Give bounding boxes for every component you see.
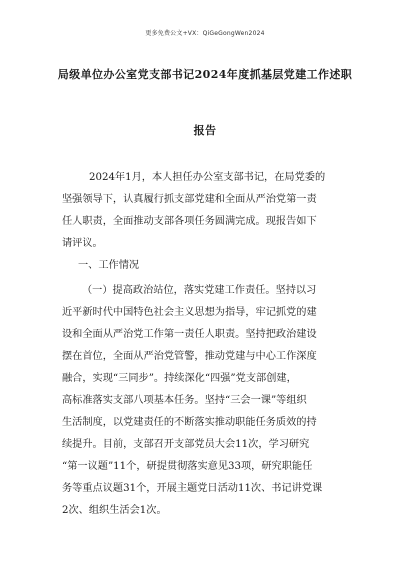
document-title-line-2: 报告	[193, 124, 217, 137]
body-line-4: 请评议。	[62, 238, 103, 249]
body-line-15: 务等重点议题31个，开展主题党日活动11次、书记讲党课	[62, 483, 323, 494]
body-line-1: 2024年1月，本人担任办公室支部书记，在局党委的	[89, 172, 326, 183]
body-line-2: 坚强领导下，认真履行抓支部党建和全面从严治党第一责	[62, 194, 317, 205]
body-line-13: 续提升。目前，支部召开支部党员大会11次，学习研究	[62, 439, 310, 450]
body-line-9: 摆在首位，全面从严治党管警，推动党建与中心工作深度	[62, 351, 317, 362]
section-heading: 一、工作情况	[78, 260, 140, 271]
body-line-6: （一）提高政治站位，落实党建工作责任。坚持以习	[82, 285, 317, 296]
body-line-14: “第一议题”11个，研提贯彻落实意见33项，研究职能任	[62, 461, 313, 472]
body-line-3: 任人职责，全面推动支部各项任务圆满完成。现报告如下	[62, 216, 317, 227]
body-line-8: 设和全面从严治党工作第一责任人职责。坚持把政治建设	[62, 329, 317, 340]
body-line-12: 生活制度，以党建责任的不断落实推动职能任务质效的持	[62, 417, 317, 428]
body-line-10: 融合，实现“三同步”。持续深化“四强”党支部创建，	[62, 373, 297, 384]
body-line-16: 2次、组织生活会1次。	[62, 505, 167, 516]
document-title-line-1: 局级单位办公室党支部书记2024年度抓基层党建工作述职	[57, 68, 353, 81]
header-note: 更多免费公文+VX：QiGeGongWen2024	[145, 30, 265, 37]
body-line-11: 高标准落实支部八项基本任务。坚持“三会一课”等组织	[62, 395, 307, 406]
body-line-7: 近平新时代中国特色社会主义思想为指导，牢记抓党的建	[62, 307, 317, 318]
